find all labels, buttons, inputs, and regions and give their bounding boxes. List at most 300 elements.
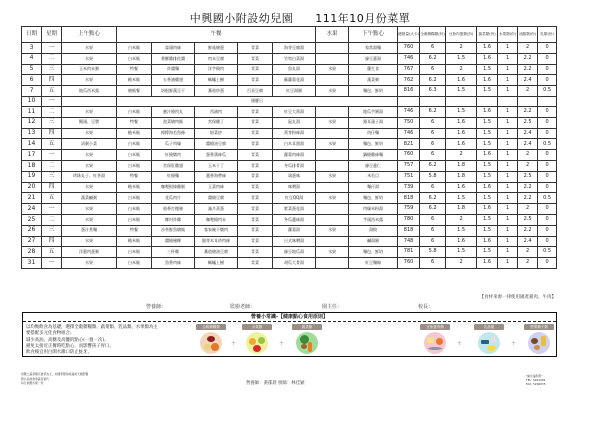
cell-morning-snack: 饅頭、豆漿 <box>62 117 117 128</box>
cell-side-dish: 薑香海帶絲 <box>195 171 238 182</box>
cell-oils: 2.5 <box>518 171 538 182</box>
plus-icon: + <box>511 340 517 347</box>
food-group-grains <box>193 324 229 354</box>
cell-date: 18 <box>22 160 42 171</box>
menu-table <box>21 26 557 269</box>
cell-soup: 紅豆大黃湯 <box>273 106 316 117</box>
food-group-vegetables <box>289 324 325 354</box>
cell-protein: 2 <box>446 64 477 75</box>
table-row <box>22 171 557 182</box>
ingredient-note: 【食材來源一律使用國產豬肉、牛肉】 <box>479 295 556 300</box>
table-row <box>22 117 557 128</box>
cell-fruit: 水果 <box>316 193 349 204</box>
cell-weekday: 三 <box>42 171 62 182</box>
cell-morning-snack: 玉米肉末粥 <box>62 64 117 75</box>
cell-vegetables: 1.5 <box>477 193 498 204</box>
cell-fruit <box>316 128 349 139</box>
cell-weekday: 五 <box>42 139 62 150</box>
cell-empty <box>518 96 538 106</box>
cell-dairy: 0 <box>538 182 557 193</box>
cell-calories: 751 <box>398 171 420 182</box>
cell-oils: 2.2 <box>518 193 538 204</box>
cell-afternoon-snack: 地瓜芋圓湯 <box>349 106 398 117</box>
table-row <box>22 204 557 215</box>
cell-calories: 739 <box>398 182 420 193</box>
cell-calories: 762 <box>398 75 420 86</box>
cell-staple: 特餐 <box>117 64 152 75</box>
cell-calories: 760 <box>398 150 420 161</box>
table-row <box>22 160 557 171</box>
cell-weekday: 一 <box>42 204 62 215</box>
cell-grains: 6.2 <box>420 160 446 171</box>
cell-grains: 6 <box>420 128 446 139</box>
cell-dairy: 0 <box>538 171 557 182</box>
cell-weekday: 四 <box>42 236 62 247</box>
cell-vegetable-dish: 青菜 <box>238 128 273 139</box>
col-vegetables: 蔬菜類(份) <box>477 27 498 43</box>
cell-oils: 2.2 <box>518 182 538 193</box>
cell-oils: 2.4 <box>518 139 538 150</box>
cell-empty <box>538 96 557 106</box>
cell-weekday: 一 <box>42 96 62 106</box>
cell-dairy: 0 <box>538 160 557 171</box>
cell-calories: 748 <box>398 236 420 247</box>
cell-weekday: 三 <box>42 225 62 236</box>
cell-date: 20 <box>22 182 42 193</box>
cell-soup: 蘿蔔肉絲湯 <box>273 150 316 161</box>
cell-staple: 特餐 <box>117 171 152 182</box>
footer-note-line: 每日供應水果一份 <box>21 381 44 385</box>
cell-vegetable-dish: 青菜 <box>238 182 273 193</box>
cell-date: 27 <box>22 236 42 247</box>
cell-fruits: 1 <box>498 150 518 161</box>
cell-fruit: 水果 <box>316 247 349 258</box>
cell-fruits: 1 <box>498 258 518 269</box>
cell-protein: 1.8 <box>446 171 477 182</box>
cell-oils: 2 <box>518 150 538 161</box>
cell-grains: 6 <box>420 43 446 54</box>
food-group-protein <box>417 324 453 354</box>
cell-vegetable-dish: 青菜 <box>238 193 273 204</box>
cell-soup: 紅豆湯圓 <box>273 86 316 97</box>
cell-dairy: 0 <box>538 150 557 161</box>
table-row <box>22 139 557 150</box>
cell-oils: 2.2 <box>518 225 538 236</box>
cell-soup: 鼠丸湯 <box>273 117 316 128</box>
cell-dairy: 0 <box>538 236 557 247</box>
table-row <box>22 214 557 225</box>
cell-main-dish: 香酥雞排佐醬 <box>152 53 195 64</box>
cell-oils: 2.5 <box>518 214 538 225</box>
cell-morning-snack: 水果 <box>62 236 117 247</box>
cell-protein: 1.6 <box>446 128 477 139</box>
col-morning-snack: 上午點心 <box>62 27 117 43</box>
cell-morning-snack: 清粥小菜 <box>62 139 117 150</box>
tip-line: 以均衡飲食為基礎，選擇全穀雜糧類、蔬菜類、乳品類、水果類為主 <box>26 325 158 330</box>
cell-grains: 6.2 <box>420 53 446 64</box>
cell-vegetable-dish: 青菜 <box>238 214 273 225</box>
cell-staple: 白米飯 <box>117 139 152 150</box>
cell-grains: 6 <box>420 64 446 75</box>
cell-protein: 2 <box>446 214 477 225</box>
cell-soup: 魚丸湯 <box>273 64 316 75</box>
table-row <box>22 43 557 54</box>
cell-fruits: 1 <box>498 53 518 64</box>
cell-calories: 759 <box>398 204 420 215</box>
cell-vegetable-dish: 青菜 <box>238 150 273 161</box>
footer-contact-line: "衛生福利部" <box>526 374 543 378</box>
cell-date: 7 <box>22 86 42 97</box>
cell-weekday: 四 <box>42 182 62 193</box>
sign-dietitian: 營養師： <box>146 304 167 310</box>
cell-main-dish: 紅燒燉肉 <box>152 150 195 161</box>
table-row <box>22 247 557 258</box>
cell-empty <box>62 96 117 106</box>
food-group-label: 蔬菜類 <box>292 324 322 330</box>
cell-date: 24 <box>22 204 42 215</box>
cell-weekday: 二 <box>42 106 62 117</box>
cell-empty <box>398 96 420 106</box>
cell-vegetables: 1.5 <box>477 128 498 139</box>
cell-fruits: 1 <box>498 225 518 236</box>
cell-vegetables: 1.6 <box>477 106 498 117</box>
cell-main-dish: 三杯雞 <box>152 247 195 258</box>
cell-protein: 2 <box>446 258 477 269</box>
col-calories: 總熱量(大卡) <box>398 27 420 43</box>
cell-date: 14 <box>22 139 42 150</box>
cell-date: 13 <box>22 128 42 139</box>
cell-oils: 2.4 <box>518 128 538 139</box>
cell-soup: 蘿蔔湯 <box>273 225 316 236</box>
cell-vegetables: 1.6 <box>477 53 498 64</box>
cell-grains: 5.8 <box>420 171 446 182</box>
cell-soup: 冬瓜排骨湯 <box>273 160 316 171</box>
table-row <box>22 182 557 193</box>
cell-fruit <box>316 150 349 161</box>
footer-contact-line: TEL: 5264439 <box>526 378 546 382</box>
cell-calories: 746 <box>398 128 420 139</box>
food-group-label: 全穀雜糧類 <box>196 324 226 330</box>
footer-note-line: 將以其他當季蔬菜替代 <box>21 376 49 381</box>
cell-fruit <box>316 258 349 269</box>
cell-dairy: 0 <box>538 75 557 86</box>
cell-vegetable-dish: 青菜 <box>238 171 273 182</box>
cell-main-dish: 魚香肉絲 <box>152 258 195 269</box>
cell-vegetables: 1.5 <box>477 64 498 75</box>
table-row-holiday <box>22 96 557 106</box>
cell-fruit <box>316 160 349 171</box>
cell-side-dish: 洋芋燒肉 <box>195 64 238 75</box>
school-name: 中興國小附設幼兒園 <box>189 12 294 25</box>
cell-vegetable-dish: 青菜 <box>238 64 273 75</box>
cell-main-dish: 炸醬麵 <box>152 64 195 75</box>
cell-calories: 757 <box>398 160 420 171</box>
protein-icon <box>424 332 446 354</box>
cell-empty <box>477 96 498 106</box>
cell-oils: 2 <box>518 160 538 171</box>
cell-dairy: 0 <box>538 106 557 117</box>
cell-fruit: 水果 <box>316 86 349 97</box>
col-grains: 全穀雜糧類(份) <box>420 27 446 43</box>
cell-weekday: 四 <box>42 75 62 86</box>
table-row <box>22 75 557 86</box>
cell-oils: 2.4 <box>518 236 538 247</box>
cell-fruits: 1 <box>498 193 518 204</box>
cell-staple: 白米飯 <box>117 150 152 161</box>
table-row <box>22 106 557 117</box>
cell-vegetables: 1.5 <box>477 247 498 258</box>
cell-date: 4 <box>22 53 42 64</box>
cell-fruits: 1 <box>498 247 518 258</box>
cell-staple: 白米飯 <box>117 43 152 54</box>
cell-staple: 白米飯 <box>117 204 152 215</box>
food-group-label: 乳品類 <box>474 324 504 330</box>
cell-fruit: 水果 <box>316 171 349 182</box>
cell-dairy: 0 <box>538 214 557 225</box>
cell-grains: 6.2 <box>420 193 446 204</box>
cell-oils: 2.5 <box>518 117 538 128</box>
cell-fruits: 1 <box>498 86 518 97</box>
cell-main-dish: 紅燒麵 <box>152 171 195 182</box>
cell-dairy: 0 <box>538 204 557 215</box>
cell-vegetable-dish: 青菜 <box>238 117 273 128</box>
cell-date: 28 <box>22 247 42 258</box>
table-row <box>22 258 557 269</box>
cell-staple: 白米飯 <box>117 258 152 269</box>
cell-staple: 白米飯 <box>117 193 152 204</box>
footer-notes <box>21 372 88 386</box>
cell-morning-snack: 水果 <box>62 53 117 64</box>
cell-vegetable-dish: 青菜 <box>238 247 273 258</box>
cell-protein: 1.5 <box>446 193 477 204</box>
cell-weekday: 四 <box>42 128 62 139</box>
cell-morning-snack: 洋蔥肉蛋粥 <box>62 247 117 258</box>
tips-title: 營養小常識-【健康點心食用原則】 <box>23 313 556 322</box>
cell-soup: 竹筍白菜湯 <box>273 53 316 64</box>
food-group-label: 堅果種子類 <box>524 324 554 330</box>
cell-oils: 2 <box>518 258 538 269</box>
cell-date: 17 <box>22 150 42 161</box>
cell-weekday: 三 <box>42 117 62 128</box>
cell-grains: 5.8 <box>420 247 446 258</box>
cell-weekday: 二 <box>42 214 62 225</box>
cell-morning-snack: 水果 <box>62 150 117 161</box>
cell-dairy: 0.5 <box>538 139 557 150</box>
cell-side-dish: 玉菜肉絲 <box>195 182 238 193</box>
cell-protein: 1.6 <box>446 182 477 193</box>
cell-fruits: 1 <box>498 171 518 182</box>
cell-vegetable-dish: 青菜 <box>238 204 273 215</box>
cell-grains: 6.2 <box>420 204 446 215</box>
cell-dairy: 0 <box>538 117 557 128</box>
cell-staple: 糙米飯 <box>117 236 152 247</box>
table-row <box>22 128 557 139</box>
cell-fruit: 水果 <box>316 64 349 75</box>
menu-body <box>22 43 557 269</box>
cell-grains: 6 <box>420 182 446 193</box>
cell-holiday: 國慶日 <box>117 96 398 106</box>
cell-oils: 2.4 <box>518 75 538 86</box>
plus-icon: + <box>457 340 463 347</box>
cell-fruit: 水果 <box>316 139 349 150</box>
col-fruit: 水果 <box>316 27 349 43</box>
cell-vegetables: 1.5 <box>477 86 498 97</box>
cell-afternoon-snack: 麵包、鮮奶 <box>349 86 398 97</box>
cell-staple: 白米飯 <box>117 160 152 171</box>
cell-dairy: 0.5 <box>538 247 557 258</box>
cell-protein: 1.5 <box>446 86 477 97</box>
cell-morning-snack: 水果 <box>62 128 117 139</box>
cell-protein: 1.5 <box>446 106 477 117</box>
cell-dairy: 0 <box>538 53 557 64</box>
cell-afternoon-snack: 綠豆薏湯 <box>349 53 398 64</box>
cell-fruits: 1 <box>498 75 518 86</box>
cell-oils: 2 <box>518 86 538 97</box>
cell-grains: 6 <box>420 236 446 247</box>
cell-morning-snack: 地瓜西米露 <box>62 86 117 97</box>
col-fruits: 水果類(份) <box>498 27 518 43</box>
cell-soup: 鴿蛋味 <box>273 171 316 182</box>
nutrition-tips-box <box>22 312 557 357</box>
cell-weekday: 五 <box>42 193 62 204</box>
cell-soup: 海芽豆腐湯 <box>273 43 316 54</box>
cell-fruit <box>316 204 349 215</box>
cell-grains: 6 <box>420 139 446 150</box>
cell-soup: 胡瓜大骨湯 <box>273 258 316 269</box>
dairy-icon <box>478 332 500 354</box>
cell-side-dish: 宮保雞丁 <box>195 117 238 128</box>
cell-protein: 1.6 <box>446 236 477 247</box>
food-group-label: 水果類 <box>242 324 272 330</box>
cell-protein: 1.8 <box>446 160 477 171</box>
cell-date: 26 <box>22 225 42 236</box>
cell-protein: 2 <box>446 43 477 54</box>
sign-principal: 校長： <box>418 304 434 310</box>
cell-side-dish: 螞蟻上樹 <box>195 75 238 86</box>
table-row <box>22 225 557 236</box>
cell-main-dish: 茄香打拋豬 <box>152 204 195 215</box>
cell-vegetable-dish: 青菜 <box>238 160 273 171</box>
cell-afternoon-snack: 銀耳蓮子湯 <box>349 117 398 128</box>
cell-vegetables: 1.5 <box>477 160 498 171</box>
fruits-icon <box>246 332 268 354</box>
tip-line: 減少高油、高糖及高鹽的點心(一週一次)。 <box>26 337 109 343</box>
cell-weekday: 二 <box>42 160 62 171</box>
cell-fruit: 水果 <box>316 225 349 236</box>
cell-afternoon-snack: 綠豆薏仁 <box>349 160 398 171</box>
cell-afternoon-snack: 鍋燒雞絲麵 <box>349 150 398 161</box>
cell-morning-snack: 珍珠丸子、紅茶湯 <box>62 171 117 182</box>
cell-empty <box>446 96 477 106</box>
cell-afternoon-snack: 麵仔湯 <box>349 182 398 193</box>
cell-protein: 1.5 <box>446 225 477 236</box>
cell-fruit <box>316 75 349 86</box>
cell-afternoon-snack: 肉燥米粉湯 <box>349 204 398 215</box>
cell-side-dish: 咖哩燒肉末 <box>195 214 238 225</box>
cell-fruits: 1 <box>498 160 518 171</box>
cell-staple: 燴飯餐 <box>117 86 152 97</box>
cell-weekday: 一 <box>42 150 62 161</box>
cell-grains: 6 <box>420 225 446 236</box>
cell-date: 10 <box>22 96 42 106</box>
cell-side-dish: 玉米干丁 <box>195 160 238 171</box>
menu-period: 111年10月份菜單 <box>315 12 411 25</box>
cell-afternoon-snack: 蔬菜粥 <box>349 75 398 86</box>
food-group-dairy <box>471 324 507 354</box>
vegetables-icon <box>296 332 318 354</box>
cell-main-dish: 宮保肛雞翅 <box>152 160 195 171</box>
cell-protein: 1.5 <box>446 247 477 258</box>
cell-vegetables: 1.6 <box>477 43 498 54</box>
cell-calories: 760 <box>398 43 420 54</box>
cell-date: 5 <box>22 64 42 75</box>
cell-dairy: 0 <box>538 225 557 236</box>
cell-fruits: 1 <box>498 139 518 150</box>
table-row <box>22 53 557 64</box>
cell-afternoon-snack: 米苔目 <box>349 171 398 182</box>
cell-calories: 746 <box>398 53 420 64</box>
cell-side-dish: 鮮菇燴蛋 <box>195 43 238 54</box>
cell-protein: 1.6 <box>446 75 477 86</box>
cell-oils: 2.2 <box>518 106 538 117</box>
plus-icon: + <box>231 340 237 347</box>
cell-date: 31 <box>22 258 42 269</box>
cell-dairy: 0.5 <box>538 86 557 97</box>
cell-soup: 味噌湯 <box>273 182 316 193</box>
cell-morning-snack: 水果 <box>62 106 117 117</box>
cell-side-dish: 紹菜炒 <box>195 128 238 139</box>
cell-soup: 黃芽粉絲湯 <box>273 128 316 139</box>
cell-side-dish: 蛋香蒲絲瓜 <box>195 150 238 161</box>
cell-side-dish: 醬燒豆腐 <box>195 193 238 204</box>
cell-afternoon-snack: 麵包、鮮奶 <box>349 193 398 204</box>
cell-protein: 1.8 <box>446 204 477 215</box>
cell-fruit <box>316 236 349 247</box>
cell-vegetables: 1.6 <box>477 75 498 86</box>
cell-main-dish: 醬燒豬柳 <box>152 236 195 247</box>
cell-morning-snack: 水果 <box>62 75 117 86</box>
cell-vegetables: 1.5 <box>477 225 498 236</box>
cell-vegetables: 1.6 <box>477 204 498 215</box>
col-weekday: 星期 <box>42 27 62 43</box>
cell-date: 19 <box>22 171 42 182</box>
cell-soup: 日式味噌湯 <box>273 236 316 247</box>
cell-vegetable-dish: 青菜 <box>238 225 273 236</box>
cell-date: 12 <box>22 117 42 128</box>
food-group-nuts <box>521 324 557 354</box>
footer-staff: 營養師：黃郁晨 廚師：林佳穎 <box>246 381 305 386</box>
cell-fruit: 水果 <box>316 117 349 128</box>
cell-date: 11 <box>22 106 42 117</box>
cell-vegetables: 1.5 <box>477 171 498 182</box>
cell-fruit <box>316 43 349 54</box>
tips-text <box>26 325 181 356</box>
cell-fruits: 1 <box>498 43 518 54</box>
cell-main-dish: 培根鮮蔬豆干 <box>152 86 195 97</box>
cell-main-dish: 蜜汁燒肉丸 <box>152 106 195 117</box>
cell-soup: 綠豆地瓜湯 <box>273 247 316 258</box>
cell-date: 21 <box>22 193 42 204</box>
cell-fruits: 1 <box>498 182 518 193</box>
cell-oils: 2.2 <box>518 53 538 64</box>
cell-calories: 821 <box>398 139 420 150</box>
cell-fruit <box>316 182 349 193</box>
cell-oils: 2 <box>518 43 538 54</box>
cell-soup: 白木耳甜湯 <box>273 139 316 150</box>
cell-soup: 紅豆QQ湯 <box>273 193 316 204</box>
table-row <box>22 193 557 204</box>
cell-weekday: 一 <box>42 43 62 54</box>
